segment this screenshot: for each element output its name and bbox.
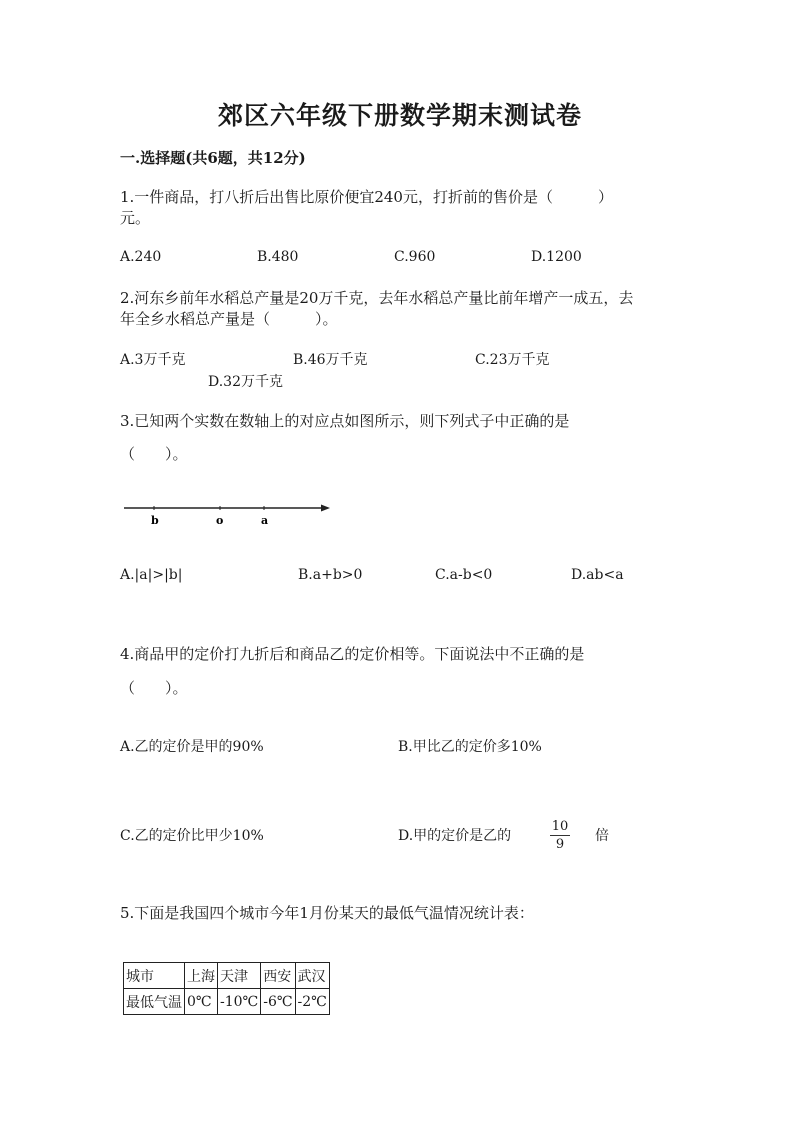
question-3-line-1: 3.已知两个实数在数轴上的对应点如图所示，则下列式子中正确的是	[120, 412, 570, 430]
label-o: o	[216, 514, 224, 527]
question-2-option-a: A.3万千克	[120, 352, 186, 368]
question-4-option-b: B.甲比乙的定价多10%	[398, 739, 542, 755]
section-heading: 一.选择题(共6题，共12分)	[120, 149, 306, 167]
fraction-numerator: 10	[551, 819, 569, 834]
table-cell: 最低气温	[124, 989, 185, 1015]
question-3-line-2: （ ）。	[120, 445, 188, 463]
label-a: a	[261, 514, 269, 527]
question-2-option-d: D.32万千克	[208, 374, 283, 390]
question-1-option-b: B.480	[257, 249, 299, 265]
question-1-option-d: D.1200	[531, 249, 582, 265]
table-cell: -6℃	[261, 989, 295, 1015]
question-2-line-2: 年全乡水稻总产量是（ ）。	[120, 310, 338, 328]
question-4-line-2: （ ）。	[120, 679, 188, 697]
table-cell: 天津	[218, 963, 261, 989]
question-1-line-1: 1.一件商品，打八折后出售比原价便宜240元，打折前的售价是（ ）	[120, 188, 613, 206]
table-cell: 西安	[261, 963, 295, 989]
question-4-option-c: C.乙的定价比甲少10%	[120, 828, 264, 844]
table-cell: 武汉	[295, 963, 329, 989]
table-cell: -10℃	[218, 989, 261, 1015]
question-4-option-a: A.乙的定价是甲的90%	[120, 739, 264, 755]
question-1-line-2: 元。	[120, 209, 151, 227]
question-4-option-d-suffix: 倍	[595, 828, 609, 844]
number-line	[118, 498, 338, 530]
question-2-line-1: 2.河东乡前年水稻总产量是20万千克，去年水稻总产量比前年增产一成五，去	[120, 289, 634, 307]
page-title: 郊区六年级下册数学期末测试卷	[217, 101, 582, 130]
question-3-option-a: A.|a|>|b|	[120, 567, 183, 583]
question-3-option-d: D.ab<a	[571, 567, 624, 583]
question-1-option-c: C.960	[394, 249, 436, 265]
number-line-arrow-icon	[321, 505, 330, 512]
temperature-table	[123, 962, 330, 1015]
table-row	[124, 989, 330, 1015]
question-4-option-d: D.甲的定价是乙的	[398, 828, 512, 844]
question-4-line-1: 4.商品甲的定价打九折后和商品乙的定价相等。下面说法中不正确的是	[120, 645, 585, 663]
table-row	[124, 963, 330, 989]
question-2-option-c: C.23万千克	[475, 352, 550, 368]
question-1-option-a: A.240	[120, 249, 162, 265]
question-3-option-c: C.a-b<0	[435, 567, 493, 583]
fraction-bar	[550, 835, 570, 836]
table-cell: -2℃	[295, 989, 329, 1015]
question-5-line-1: 5.下面是我国四个城市今年1月份某天的最低气温情况统计表：	[120, 904, 534, 922]
table-cell: 0℃	[185, 989, 218, 1015]
table-cell: 城市	[124, 963, 185, 989]
fraction-10-over-9	[550, 819, 570, 852]
fraction-denominator: 9	[555, 837, 565, 852]
label-b: b	[151, 514, 159, 527]
question-3-option-b: B.a+b>0	[298, 567, 363, 583]
table-cell: 上海	[185, 963, 218, 989]
question-2-option-b: B.46万千克	[293, 352, 368, 368]
